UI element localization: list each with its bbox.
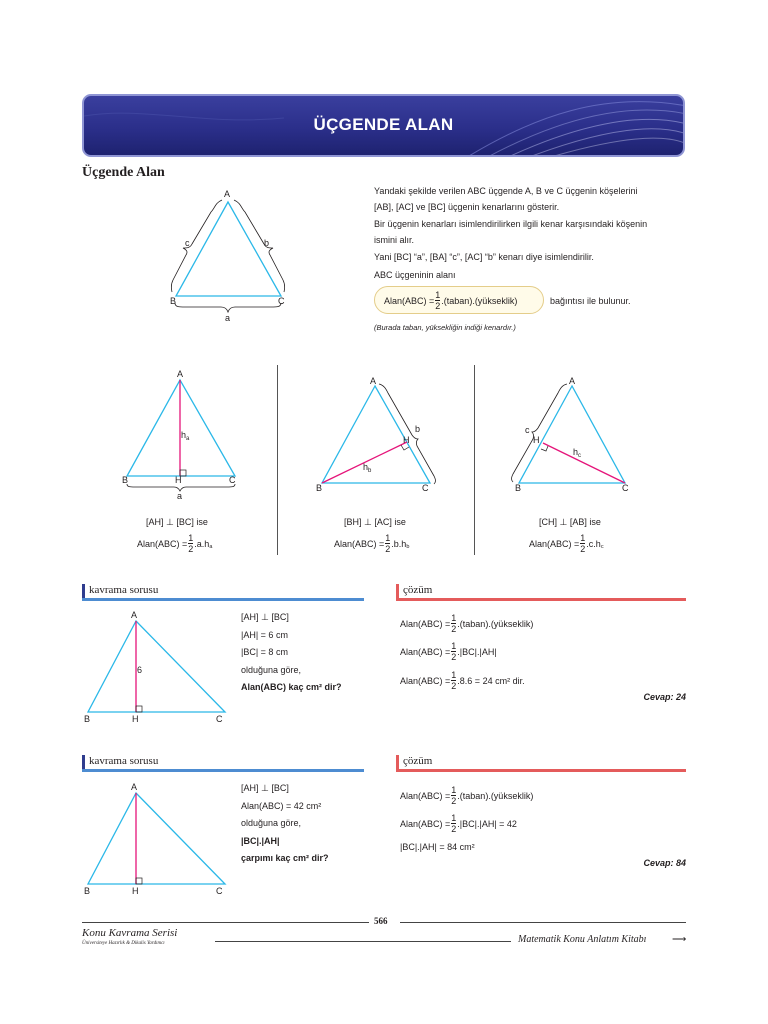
footer-rule-bottom: [215, 941, 511, 942]
height-b-figure: [312, 373, 452, 498]
intro-line: Yani [BC] “a”, [BA] “c”, [AC] “b” kenarı diye isimlendirilir.: [374, 252, 594, 262]
height-hb-label: $h_b$: [363, 462, 372, 474]
height-a-figure: [115, 366, 250, 506]
given-line: Alan(ABC) = 42 cm²: [241, 800, 322, 811]
formula-note: (Burada taban, yüksekliğin indiği kenardır.): [374, 323, 516, 332]
triangle-abc: [176, 202, 281, 296]
triangle-abc: [127, 380, 235, 476]
section-heading: Üçgende Alan: [82, 165, 165, 180]
vertex-c-label: C: [422, 483, 429, 493]
height-ha-label: $h_a$: [181, 430, 190, 442]
side-c-label: c: [525, 425, 530, 435]
vertex-c-label: C: [229, 475, 236, 485]
height-formula: Alan(ABC) = $\frac{1}{2}$ .b.h b: [334, 533, 410, 554]
solution-step: |BC|.|AH| = 84 cm²: [400, 842, 475, 852]
page-number: 566: [374, 916, 388, 926]
series-title: Konu Kavrama Serisi: [82, 927, 178, 939]
footer-rule-left: [82, 922, 369, 923]
vertex-a-label: A: [370, 376, 377, 386]
height-formula: Alan(ABC) = $\frac{1}{2}$ .a.h a: [137, 533, 213, 554]
kavrama-heading: kavrama sorusu: [89, 584, 159, 596]
solution-step: Alan(ABC) = $\frac{1}{2}$ .8.6 = 24 cm² dir.: [400, 670, 525, 691]
foot-h-label: H: [132, 886, 139, 896]
solution-heading: çözüm: [403, 584, 433, 596]
intro-line: ABC üçgeninin alanı: [374, 269, 456, 280]
solution-underline: [396, 598, 686, 601]
question-line: çarpımı kaç cm² dir?: [241, 853, 329, 863]
vertex-b-label: B: [316, 483, 323, 493]
arrow-right-icon: ⟶: [672, 934, 687, 945]
section-underline: [82, 769, 364, 772]
vertex-c-label: C: [622, 483, 629, 493]
given-line: [AH] ⊥ [BC]: [241, 612, 289, 622]
given-line: olduğuna göre,: [241, 818, 302, 828]
question-line: |BC|.|AH|: [241, 835, 280, 846]
height-c-figure: [505, 373, 640, 498]
foot-h-label: H: [403, 435, 410, 445]
column-divider: [474, 365, 475, 555]
q2-triangle-figure: [80, 778, 235, 900]
vertex-a-label: A: [131, 782, 138, 792]
brace-a: [175, 303, 281, 312]
publisher-note: Üniversiteye Hazırlık & Dikalis Yardımcı: [82, 941, 165, 946]
side-b-label: b: [415, 424, 421, 434]
vertex-a-label: A: [131, 610, 138, 620]
side-c-label: c: [185, 238, 190, 248]
foot-h-label: H: [132, 714, 139, 724]
right-angle-mark: [401, 445, 409, 450]
brace-a: [127, 484, 235, 491]
solution-step: Alan(ABC) = $\frac{1}{2}$ .(taban).(yükseklik): [400, 613, 534, 634]
triangle-abc: [88, 621, 225, 712]
side-a-label: a: [177, 491, 183, 501]
brace-c: [171, 200, 222, 292]
half-fraction: $\frac{1}{2}$: [435, 290, 441, 311]
answer-label: Cevap: 24: [643, 692, 686, 702]
solution-heading: çözüm: [403, 755, 433, 767]
solution-underline: [396, 769, 686, 772]
book-title: Matematik Konu Anlatım Kitabı: [518, 934, 647, 945]
side-a-label: a: [225, 313, 231, 323]
q2-text: [241, 780, 329, 868]
q1-text: [241, 609, 342, 697]
vertex-c-label: C: [216, 714, 223, 724]
answer-label: Cevap: 84: [643, 858, 686, 868]
height-condition: [CH] ⊥ [AB] ise: [539, 517, 601, 527]
area-formula: Alan(ABC) = $\frac{1}{2}$ .(taban).(yükseklik): [384, 290, 518, 311]
given-line: olduğuna göre,: [241, 664, 302, 675]
right-angle-mark: [136, 706, 142, 712]
brace-b: [234, 200, 285, 292]
vertex-b-label: B: [170, 296, 177, 306]
height-condition: [BH] ⊥ [AC] ise: [344, 517, 406, 527]
brace-c: [512, 384, 568, 482]
solution-step: Alan(ABC) = $\frac{1}{2}$ .|BC|.|AH| = 42: [400, 813, 517, 834]
question-line: Alan(ABC) kaç cm² dir?: [241, 682, 342, 692]
foot-h-label: H: [175, 475, 182, 485]
vertex-a-label: A: [569, 376, 576, 386]
side-b-label: b: [264, 238, 270, 248]
intro-line: [AB], [AC] ve [BC] üçgenin kenarlarını gösterir.: [374, 201, 560, 212]
vertex-c-label: C: [278, 296, 285, 306]
solution-step: Alan(ABC) = $\frac{1}{2}$ .(taban).(yükseklik): [400, 785, 534, 806]
brace-b: [379, 384, 436, 484]
height-condition: [AH] ⊥ [BC] ise: [146, 517, 208, 527]
height-line-hc: [543, 443, 625, 483]
solution-step: Alan(ABC) = $\frac{1}{2}$ .|BC|.|AH|: [400, 641, 497, 662]
given-line: |BC| = 8 cm: [241, 647, 288, 657]
right-angle-mark: [541, 446, 548, 451]
section-underline: [82, 598, 364, 601]
intro-triangle-figure: [165, 188, 295, 323]
intro-line: Yandaki şekilde verilen ABC üçgende A, B ve C üçgenin köşelerini: [374, 186, 638, 196]
triangle-abc: [322, 386, 430, 483]
right-angle-mark: [136, 878, 142, 884]
page-banner: [82, 94, 685, 157]
vertex-c-label: C: [216, 886, 223, 896]
column-divider: [277, 365, 278, 555]
vertex-a-label: A: [224, 189, 231, 199]
vertex-b-label: B: [84, 714, 91, 724]
footer-rule-right: [400, 922, 686, 923]
intro-line: Bir üçgenin kenarları isimlendirilirken ilgili kenar karşısındaki köşenin: [374, 219, 648, 229]
height-hc-label: $h_c$: [573, 447, 582, 459]
given-line: [AH] ⊥ [BC]: [241, 783, 289, 793]
kavrama-heading: kavrama sorusu: [89, 755, 159, 767]
height-value-label: 6: [137, 665, 143, 675]
intro-text: [374, 184, 694, 283]
intro-line: ismini alır.: [374, 234, 415, 245]
vertex-b-label: B: [515, 483, 522, 493]
q1-triangle-figure: [80, 606, 235, 728]
vertex-b-label: B: [122, 475, 129, 485]
page-title: ÜÇGENDE ALAN: [313, 115, 454, 134]
vertex-a-label: A: [177, 369, 184, 379]
height-formula: Alan(ABC) = $\frac{1}{2}$ .c.h c: [529, 533, 604, 554]
formula-suffix: bağıntısı ile bulunur.: [550, 296, 631, 306]
triangle-abc: [88, 793, 225, 884]
given-line: |AH| = 6 cm: [241, 629, 288, 640]
foot-h-label: H: [533, 435, 540, 445]
vertex-b-label: B: [84, 886, 91, 896]
